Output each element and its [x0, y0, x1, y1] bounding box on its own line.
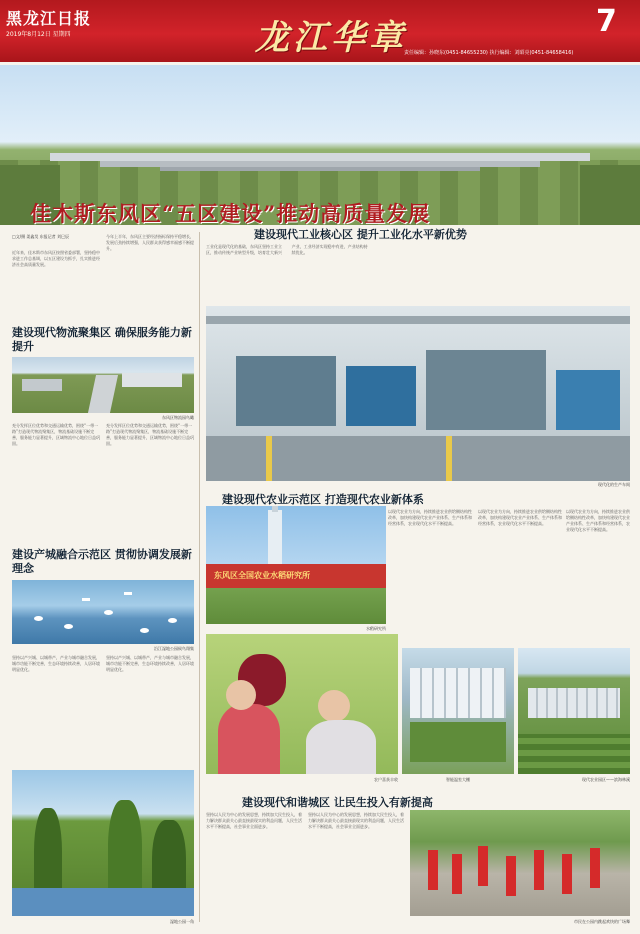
agri-headline: 建设现代农业示范区 打造现代农业新体系: [222, 493, 424, 506]
issue-date: 2019年8月12日 星期四: [6, 31, 71, 38]
agri-body-4: 以现代农业为方向，持续推进农业供给侧结构性改革，加快构建现代农业产业体系、生产体系和经营体系，农业现代化水平不断提高。: [566, 509, 630, 532]
integration-body: 坚持以产兴城、以城带产，产业与城市融合发展，城市功能不断完善，生态环境持续改善，人居环境明显优化。: [12, 655, 100, 672]
paper-name: 黑龙江日报: [6, 9, 92, 28]
logistics-photo-caption: 东风区物流园鸟瞰: [162, 415, 194, 420]
integration-body-2: 坚持以产兴城、以城带产，产业与城市融合发展，城市功能不断完善，生态环境持续改善，人居环境明显优化。: [106, 655, 194, 672]
harmony-headline: 建设现代和谐城区 让民生投入有新提高: [242, 796, 433, 809]
agri-photo-caption-3: 智能温室大棚: [446, 777, 470, 782]
harmony-body-1: 坚持以人民为中心的发展思想，持续加大民生投入，着力解决群众最关心最直接最现实的利益问题，人民生活水平不断提高，社会事业全面进步。: [206, 812, 302, 829]
integration-photo: [12, 580, 194, 644]
masthead: [0, 0, 640, 62]
logistics-headline: 建设现代物流聚集区 确保服务能力新提升: [12, 326, 192, 353]
logistics-body: 充分发挥区位优势和交通运输优势，围绕“一带一路”打造现代物流聚集区，物流基础设施不断完善，服务能力显著提升，区域物流中心地位日益巩固。: [12, 423, 100, 446]
harmony-photo-caption: 市民在公园内跳起欢快的广场舞: [574, 919, 630, 924]
harmony-body-2: 坚持以人民为中心的发展思想，持续加大民生投入，着力解决群众最关心最直接最现实的利益问题，人民生活水平不断提高，社会事业全面进步。: [308, 812, 404, 829]
section-title: 龙江华章: [255, 18, 407, 58]
page-number: 7: [596, 4, 617, 39]
industry-headline: 建设现代工业核心区 提升工业化水平新优势: [254, 228, 467, 241]
logistics-photo: [12, 357, 194, 413]
industry-photo-caption: 现代化的生产车间: [598, 482, 630, 487]
industry-body: 工业化是现代化的基础，东风区坚持工业立区，推动传统产业转型升级，培育壮大新兴产业，工业经济实现稳中有进，产业结构持续优化。: [206, 244, 368, 255]
agri-body-3: 以现代农业为方向，持续推进农业供给侧结构性改革，加快构建现代农业产业体系、生产体系和经营体系，农业现代化水平不断提高。: [478, 509, 562, 526]
integration-photo-caption: 沿江湿地公园候鸟翔集: [154, 646, 194, 651]
agri-body-2: 以现代农业为方向，持续推进农业供给侧结构性改革，加快构建现代农业产业体系、生产体系和经营体系，农业现代化水平不断提高。: [388, 509, 472, 526]
intro-text-2: 今年上半年，东风区主要经济指标保持平稳增长，发展后劲持续增强，人民群众获得感幸福感不断提升。: [106, 234, 194, 251]
agri-photo-caption-2: 农户喜获丰收: [374, 777, 398, 782]
agri-institute-banner: 东风区全国农业水稻研究所: [214, 571, 310, 580]
integration-headline: 建设产城融合示范区 贯彻协调发展新理念: [12, 548, 192, 575]
farm-aerial-photo: [518, 648, 630, 774]
logistics-body-2: 充分发挥区位优势和交通运输优势，围绕“一带一路”打造现代物流聚集区，物流基础设施不断完善，服务能力显著提升，区域物流中心地位日益巩固。: [106, 423, 194, 446]
editor-line: 责任编辑：孙晓东(0451-84655230) 执行编辑：刘昭亮(0451-84658416): [404, 50, 574, 56]
industry-photo: [206, 306, 630, 481]
park-photo-caption: 湿地公园一角: [170, 919, 194, 924]
agri-photo-caption-1: 水稻研究所: [366, 626, 386, 631]
byline: □文/摄 姜鑫昊 东报记者 刘巳辰: [12, 234, 69, 239]
park-photo: [12, 770, 194, 916]
banner-photo: [0, 65, 640, 225]
column-divider: [199, 232, 200, 922]
greenhouse-photo: [402, 648, 514, 774]
agri-photo-caption-4: 现代农业园区——滨海林溪: [582, 777, 630, 782]
square-dance-photo: [410, 810, 630, 916]
main-headline: 佳木斯东风区“五区建设”推动高质量发展: [30, 201, 431, 225]
harvest-photo: [206, 634, 398, 774]
agri-institute-photo: [206, 506, 386, 624]
intro-text-1: 近年来，佳木斯市东风区按照省委部署，坚持稳中求进工作总基调，以五区建设为抓手，扎实推进经济社会高质量发展。: [12, 250, 100, 267]
